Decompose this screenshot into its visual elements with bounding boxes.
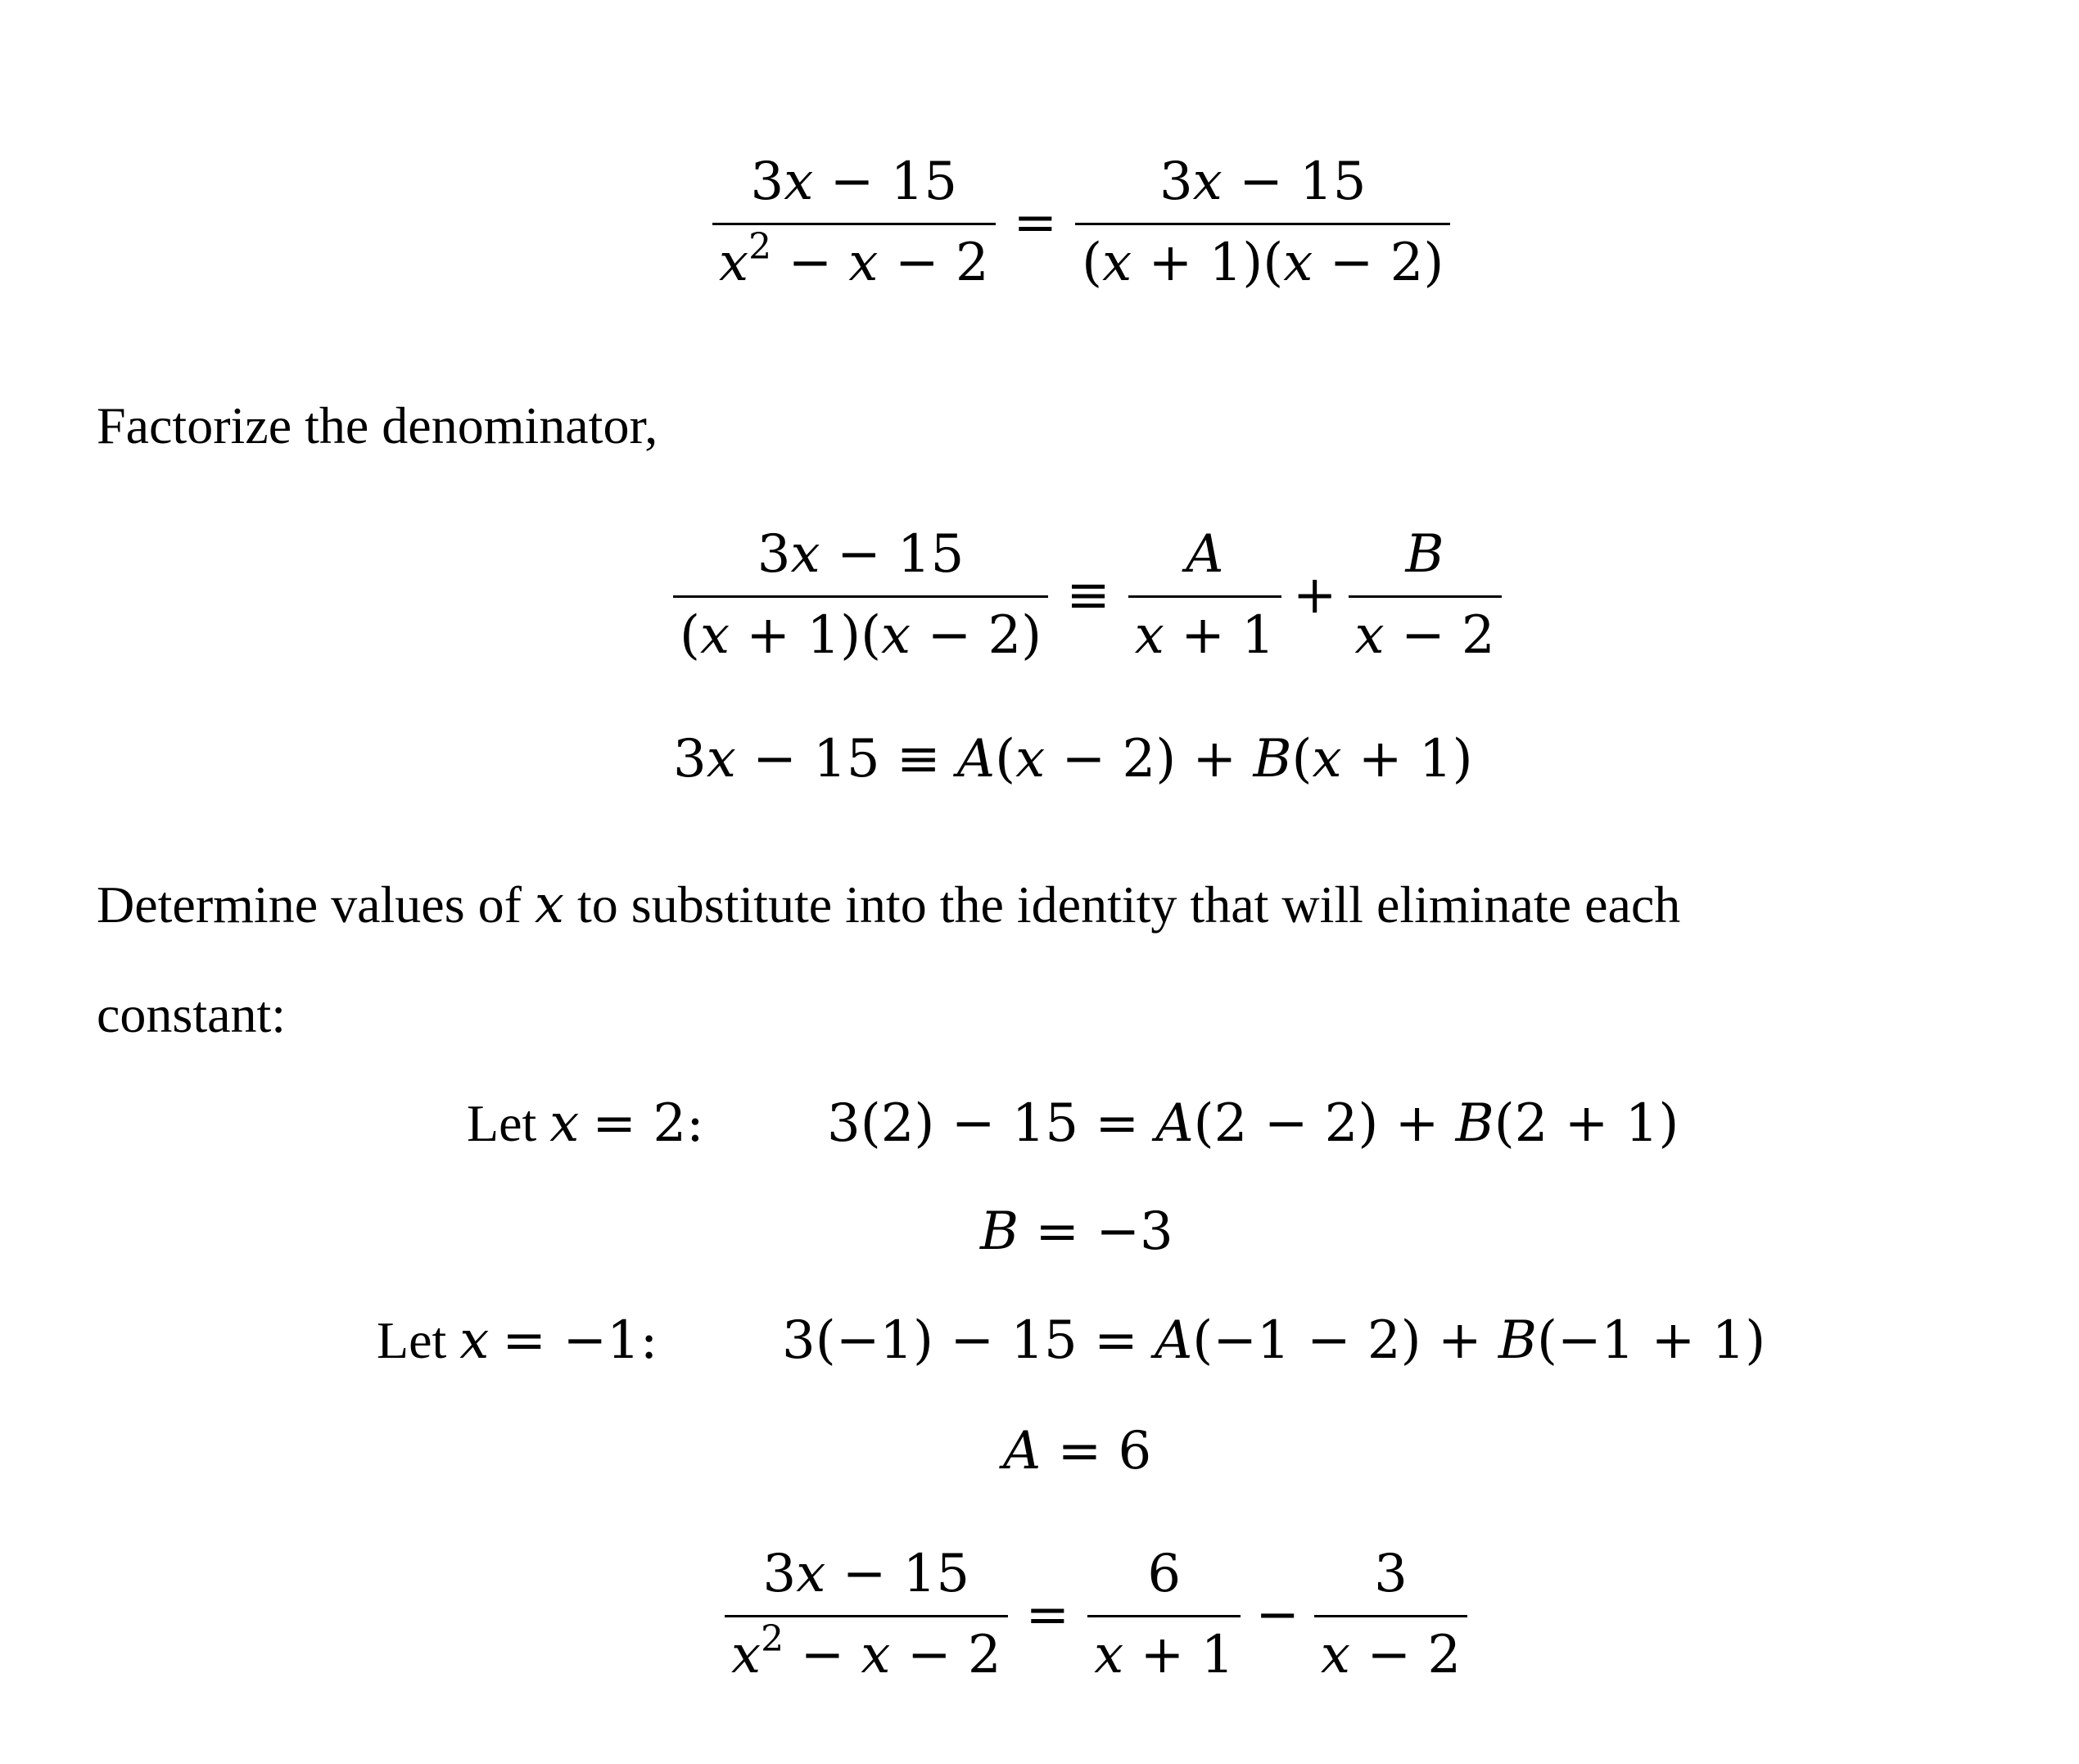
eq1-lhs-fraction	[712, 152, 996, 293]
final-term1-denominator: x + 1	[1094, 1625, 1235, 1685]
equation-3: 3x − 15 ≡ A(x − 2) + B(x + 1)	[673, 729, 1473, 789]
step1-equation: 3(2) − 15 = A(2 − 2) + B(2 + 1)	[827, 1093, 1679, 1154]
eq1-rhs-fraction	[1075, 152, 1450, 293]
equation-2	[673, 524, 1502, 666]
final-lhs-denominator: $x^2 - x - 2$	[731, 1618, 1001, 1685]
equation-1	[712, 152, 1450, 293]
equation-final	[725, 1544, 1467, 1685]
final-lhs-fraction	[725, 1544, 1008, 1685]
eq2-lhs-denominator: (x + 1)(x − 2)	[680, 605, 1042, 666]
eq1-lhs-numerator: 3x − 15	[750, 152, 958, 212]
paragraph-determine-line1: Determine values of x to substitute into the identity that will eliminate each	[97, 875, 1681, 935]
eq2-term1-denominator: x + 1	[1134, 605, 1275, 666]
eq1-relation: =	[1013, 192, 1058, 253]
eq2-lhs-fraction	[673, 524, 1048, 666]
final-operator: −	[1255, 1584, 1299, 1645]
step1-label: Let x = 2:	[467, 1093, 704, 1154]
eq1-rhs-denominator: (x + 1)(x − 2)	[1082, 233, 1444, 293]
final-term2-fraction	[1314, 1544, 1467, 1685]
eq2-term2-numerator: B	[1405, 524, 1444, 585]
eq2-term1-fraction	[1128, 524, 1281, 666]
final-term1-fraction	[1087, 1544, 1241, 1685]
step2-equation: 3(−1) − 15 = A(−1 − 2) + B(−1 + 1)	[782, 1310, 1766, 1371]
eq2-relation: ≡	[1066, 564, 1110, 626]
eq2-term2-fraction	[1349, 524, 1502, 666]
paragraph-determine-line2: constant:	[97, 985, 287, 1043]
final-relation: =	[1025, 1584, 1070, 1645]
paragraph-factorize: Factorize the denominator,	[97, 396, 658, 455]
step2-label: Let x = −1:	[377, 1310, 658, 1371]
final-term2-numerator: 3	[1374, 1544, 1408, 1604]
final-term2-denominator: x − 2	[1320, 1625, 1462, 1685]
eq2-operator: +	[1292, 564, 1337, 626]
step1-result: B = −3	[980, 1201, 1173, 1262]
eq1-lhs-denominator: $x^2 - x - 2$	[719, 226, 989, 293]
step2-result: A = 6	[1003, 1421, 1152, 1481]
eq1-rhs-numerator: 3x − 15	[1159, 152, 1367, 212]
final-term1-numerator: 6	[1147, 1544, 1182, 1604]
eq2-term1-numerator: A	[1186, 524, 1224, 585]
eq2-lhs-numerator: 3x − 15	[757, 524, 965, 585]
eq2-term2-denominator: x − 2	[1354, 605, 1495, 666]
final-lhs-numerator: 3x − 15	[762, 1544, 970, 1604]
